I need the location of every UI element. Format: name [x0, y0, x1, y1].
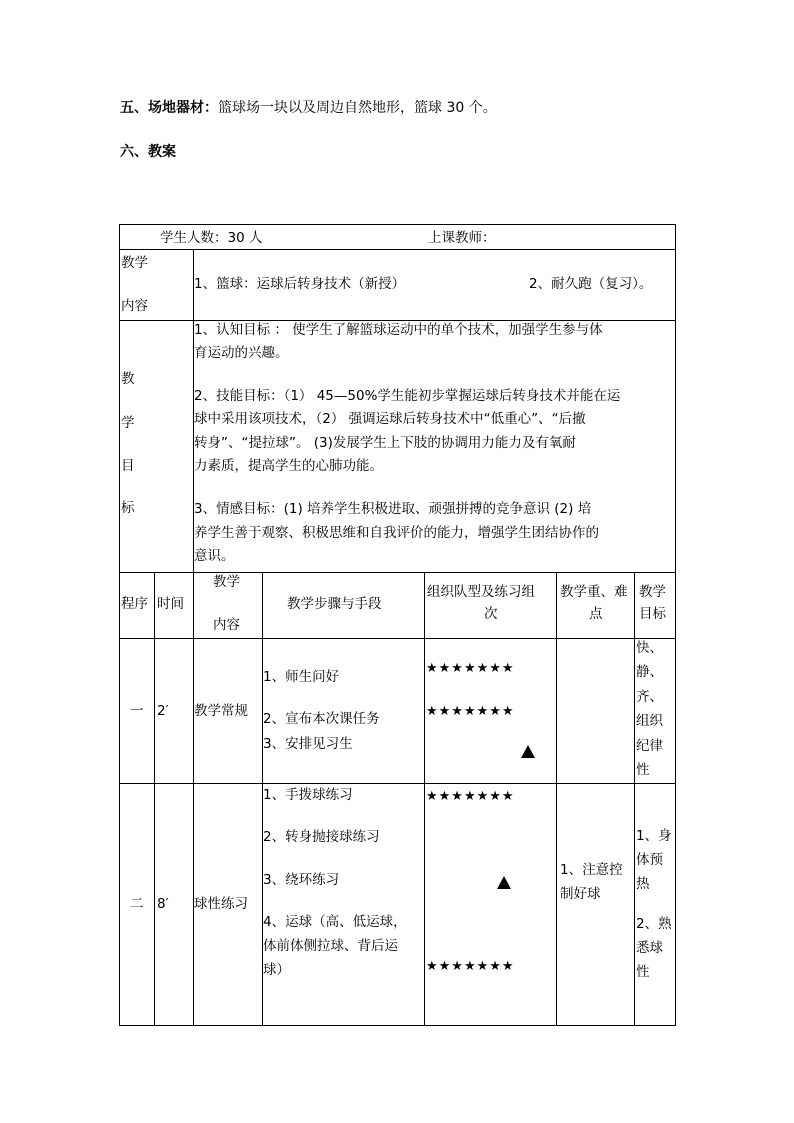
row2-goal-line-2: 体预	[636, 852, 663, 868]
row2-step-4-line-3: 球）	[263, 962, 290, 978]
content-item-1: 1、篮球：运球后转身技术（新授）	[194, 276, 406, 292]
teacher-position-icon	[497, 876, 511, 889]
row2-goal-line-1: 1、身	[636, 828, 672, 844]
section-5-text: 篮球场一块以及周边自然地形，篮球 30 个。	[218, 100, 497, 116]
content-item-2: 2、耐久跑（复习）。	[529, 276, 653, 292]
goals-label-char-1: 教	[121, 371, 135, 387]
row1-goal-line-3: 齐、	[636, 689, 663, 705]
row2-step-1: 1、手拨球练习	[263, 787, 353, 803]
goals-label-char-4: 标	[121, 500, 135, 516]
section-5-heading	[120, 98, 497, 118]
col-header-order: 程序	[121, 596, 148, 612]
row2-key-line-2: 制好球	[560, 886, 601, 902]
row1-goal-line-5: 纪律	[636, 738, 663, 754]
section-6-label: 六、教案	[120, 144, 176, 160]
goal-1-line-2: 育运动的兴趣。	[194, 345, 289, 361]
student-count: 学生人数：30 人	[160, 230, 263, 246]
row1-step-2: 2、宣布本次课任务	[263, 711, 380, 727]
goal-1-line-1: 1、认知目标 ： 使学生了解篮球运动中的单个技术，加强学生参与体	[194, 322, 603, 338]
row1-formation-stars-2: ★★★★★★★	[426, 704, 515, 719]
row1-step-3: 3、安排见习生	[263, 736, 353, 752]
goal-2-line-1: 2、技能目标：（1） 45—50%学生能初步掌握运球后转身技术并能在运	[194, 388, 621, 404]
col-header-org-1: 组织队型及练习组	[427, 584, 535, 600]
row2-key-line-1: 1、注意控	[560, 862, 623, 878]
col-header-content-2: 内容	[213, 617, 240, 633]
goal-3-line-1: 3、情感目标：(1) 培养学生积极进取、顽强拼搏的竞争意识 (2) 培	[194, 501, 592, 517]
goal-2-line-4: 力素质，提高学生的心肺功能。	[194, 458, 383, 474]
row1-goal-line-2: 静、	[636, 664, 663, 680]
row1-step-1: 1、师生问好	[263, 669, 340, 685]
section-6-heading	[120, 142, 176, 162]
row1-time: 2′	[157, 703, 169, 719]
row1-order: 一	[130, 703, 144, 719]
goal-2-line-2: 球中采用该项技术，（2） 强调运球后转身技术中“低重心”、“后撤	[194, 411, 586, 427]
row2-step-4-line-1: 4、运球（高、低运球，	[263, 914, 407, 930]
row1-goal-line-6: 性	[636, 762, 650, 778]
goals-label-char-2: 学	[121, 415, 135, 431]
row2-content: 球性练习	[194, 896, 248, 912]
row2-goal-line-3: 热	[636, 876, 650, 892]
row2-time: 8′	[157, 896, 169, 912]
col-header-goal-2: 目标	[639, 606, 666, 622]
goal-2-line-3: 转身”、“提拉球”。 (3)发展学生上下肢的协调用力能力及有氧耐	[194, 435, 576, 451]
section-5-label: 五、场地器材：	[120, 100, 218, 116]
row2-step-4-line-2: 体前体侧拉球、背后运	[263, 938, 398, 954]
col-header-steps: 教学步骤与手段	[287, 596, 382, 612]
col-header-key-1: 教学重、难	[560, 584, 628, 600]
col-header-key-2: 点	[589, 606, 603, 622]
row2-formation-stars-2: ★★★★★★★	[426, 959, 515, 974]
goal-3-line-3: 意识。	[194, 548, 235, 564]
teacher-label: 上课教师：	[428, 230, 496, 246]
col-header-content-1: 教学	[213, 574, 240, 590]
row1-content: 教学常规	[194, 703, 248, 719]
row2-formation-stars-1: ★★★★★★★	[426, 789, 515, 804]
col-header-time: 时间	[157, 596, 184, 612]
goals-label-char-3: 目	[121, 458, 135, 474]
content-label-line1: 教学	[121, 255, 148, 271]
col-header-goal-1: 教学	[639, 584, 666, 600]
row1-goal-line-4: 组织	[636, 713, 663, 729]
goal-3-line-2: 养学生善于观察、积极思维和自我评价的能力，增强学生团结协作的	[194, 525, 599, 541]
col-header-org-2: 次	[484, 606, 498, 622]
row1-goal-line-1: 快、	[636, 640, 663, 656]
row2-order: 二	[130, 896, 144, 912]
teacher-position-icon	[521, 745, 535, 758]
row1-formation-stars-1: ★★★★★★★	[426, 661, 515, 676]
row2-step-2: 2、转身抛接球练习	[263, 829, 380, 845]
row2-goal-line-6: 性	[636, 964, 650, 980]
row2-step-3: 3、绕环练习	[263, 872, 340, 888]
row2-goal-line-4: 2、熟	[636, 916, 672, 932]
content-label-line2: 内容	[121, 298, 148, 314]
row2-goal-line-5: 悉球	[636, 940, 663, 956]
